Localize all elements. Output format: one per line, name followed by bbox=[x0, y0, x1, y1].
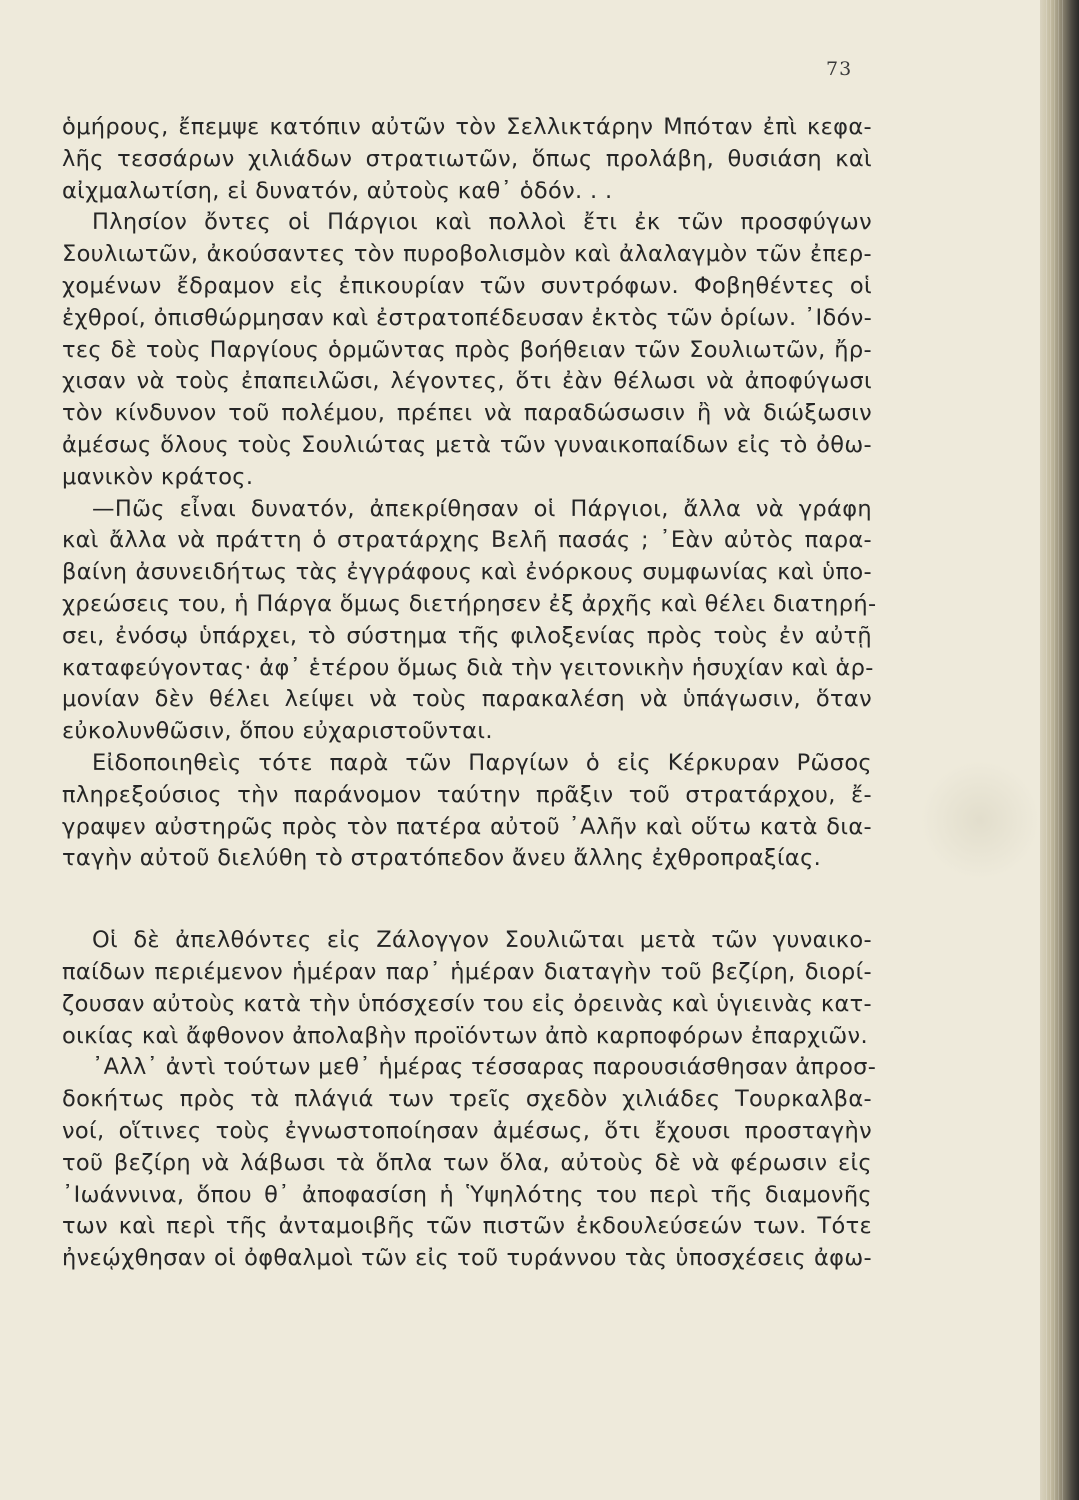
text-line: καὶ ἄλλα νὰ πράττη ὁ στρατάρχης Βελῆ πασάς ; ᾿Εὰν αὐτὸς παρα- bbox=[62, 527, 872, 554]
text-line: λῆς τεσσάρων χιλιάδων στρατιωτῶν, ὅπως προλάβη, θυσιάση καὶ bbox=[62, 145, 872, 172]
text-line: ᾿Αλλ᾽ ἀντὶ τούτων μεθ᾽ ἡμέρας τέσσαρας παρουσιάσθησαν ἀπροσ- bbox=[92, 1054, 877, 1081]
text-line: δοκήτως πρὸς τὰ πλάγιά των τρεῖς σχεδὸν χιλιάδες Τουρκαλβα- bbox=[62, 1086, 872, 1113]
text-line: ᾿Ιωάννινα, ὅπου θ᾽ ἀποφασίση ἡ Ὑψηλότης του περὶ τῆς διαμονῆς bbox=[62, 1181, 872, 1208]
text-line: Σουλιωτῶν, ἀκούσαντες τὸν πυροβολισμὸν καὶ ἀλαλαγμὸν τῶν ἐπερ- bbox=[62, 241, 872, 268]
text-line: χομένων ἔδραμον εἰς ἐπικουρίαν τῶν συντρόφων. Φοβηθέντες οἱ bbox=[62, 272, 872, 299]
text-line: ἠνεῴχθησαν οἱ ὀφθαλμοὶ τῶν εἰς τοῦ τυράννου τὰς ὑποσχέσεις ἀφω- bbox=[62, 1245, 872, 1272]
section-break bbox=[62, 875, 872, 925]
text-line: Πλησίον ὄντες οἱ Πάργιοι καὶ πολλοὶ ἔτι ἐκ τῶν προσφύγων bbox=[92, 209, 872, 236]
text-line: πληρεξούσιος τὴν παράνομον ταύτην πρᾶξιν τοῦ στρατάρχου, ἔ- bbox=[62, 781, 872, 808]
text-line: γραψεν αὐστηρῶς πρὸς τὸν πατέρα αὐτοῦ ᾿Αλῆν καὶ οὕτω κατὰ δια- bbox=[62, 813, 872, 840]
text-line: εὐκολυνθῶσιν, ὅπου εὐχαριστοῦνται. bbox=[62, 718, 493, 745]
text-line: ὁμήρους, ἔπεμψε κατόπιν αὐτῶν τὸν Σελλικτάρην Μπόταν ἐπὶ κεφα- bbox=[62, 114, 872, 140]
page-stack-lines bbox=[1046, 0, 1066, 1500]
text-line: ἀμέσως ὅλους τοὺς Σουλιώτας μετὰ τῶν γυναικοπαίδων εἰς τὸ ὀθω- bbox=[62, 431, 872, 458]
paper-stain bbox=[920, 760, 1040, 880]
text-line: αἰχμαλωτίση, εἰ δυνατόν, αὐτοὺς καθ᾽ ὁδόν. . . bbox=[62, 177, 613, 204]
text-line: Οἱ δὲ ἀπελθόντες εἰς Ζάλογγον Σουλιῶται μετὰ τῶν γυναικο- bbox=[92, 927, 872, 954]
paragraph bbox=[62, 748, 872, 875]
text-line: ἐχθροί, ὀπισθώρμησαν καὶ ἐστρατοπέδευσαν ἐκτὸς τῶν ὁρίων. ᾿Ιδόν- bbox=[62, 304, 873, 331]
text-line: ζουσαν αὐτοὺς κατὰ τὴν ὑπόσχεσίν του εἰς ὀρεινὰς καὶ ὑγιεινὰς κατ- bbox=[62, 990, 872, 1017]
text-line: τὸν κίνδυνον τοῦ πολέμου, πρέπει νὰ παραδώσωσιν ἢ νὰ διώξωσιν bbox=[62, 400, 872, 427]
text-line: τες δὲ τοὺς Παργίους ὁρμῶντας πρὸς βοήθειαν τῶν Σουλιωτῶν, ἤρ- bbox=[62, 336, 872, 363]
paragraph bbox=[62, 207, 872, 493]
text-line: ταγὴν αὐτοῦ διελύθη τὸ στρατόπεδον ἄνευ ἄλλης ἐχθροπραξίας. bbox=[62, 845, 822, 872]
text-line: μανικὸν κράτος. bbox=[62, 463, 254, 490]
paragraph bbox=[62, 1052, 877, 1275]
text-line: μονίαν δὲν θέλει λείψει νὰ τοὺς παρακαλέση νὰ ὑπάγωσιν, ὅταν bbox=[62, 686, 872, 713]
text-line: οικίας καὶ ἄφθονον ἀπολαβὴν προϊόντων ἀπὸ καρποφόρων ἐπαρχιῶν. bbox=[62, 1022, 868, 1049]
text-line: βαίνη ἀσυνειδήτως τὰς ἐγγράφους καὶ ἐνόρκους συμφωνίας καὶ ὑπο- bbox=[62, 559, 872, 586]
text-line: —Πῶς εἶναι δυνατόν, ἀπεκρίθησαν οἱ Πάργιοι, ἄλλα νὰ γράφη bbox=[92, 495, 872, 522]
page-number: 73 bbox=[826, 58, 853, 80]
text-line: των καὶ περὶ τῆς ἀνταμοιβῆς τῶν πιστῶν ἐκδουλεύσεών των. Τότε bbox=[62, 1213, 872, 1240]
paragraph bbox=[62, 494, 877, 748]
text-line: σει, ἐνόσῳ ὑπάρχει, τὸ σύστημα τῆς φιλοξενίας πρὸς τοὺς ἐν αὐτῇ bbox=[62, 622, 872, 649]
text-line: τοῦ βεζίρη νὰ λάβωσι τὰ ὅπλα των ὅλα, αὐτοὺς δὲ νὰ φέρωσιν εἰς bbox=[62, 1149, 872, 1176]
text-line: χρεώσεις του, ἡ Πάργα ὅμως διετήρησεν ἐξ ἀρχῆς καὶ θέλει διατηρή- bbox=[62, 590, 877, 617]
body-text bbox=[62, 112, 877, 1275]
text-line: καταφεύγοντας· ἀφ᾽ ἑτέρου ὅμως διὰ τὴν γειτονικὴν ἡσυχίαν καὶ ἁρ- bbox=[62, 654, 874, 681]
text-line: παίδων περιέμενον ἡμέραν παρ᾽ ἡμέραν διαταγὴν τοῦ βεζίρη, διορί- bbox=[62, 958, 872, 985]
text-line: Εἰδοποιηθεὶς τότε παρὰ τῶν Παργίων ὁ εἰς Κέρκυραν Ρῶσος bbox=[92, 749, 872, 776]
text-line: νοί, οἵτινες τοὺς ἐγνωστοποίησαν ἀμέσως, ὅτι ἔχουσι προσταγὴν bbox=[62, 1117, 872, 1144]
paragraph bbox=[62, 925, 872, 1052]
text-line: χισαν νὰ τοὺς ἐπαπειλῶσι, λέγοντες, ὅτι ἐὰν θέλωσι νὰ ἀποφύγωσι bbox=[62, 368, 872, 395]
paragraph bbox=[62, 112, 872, 207]
